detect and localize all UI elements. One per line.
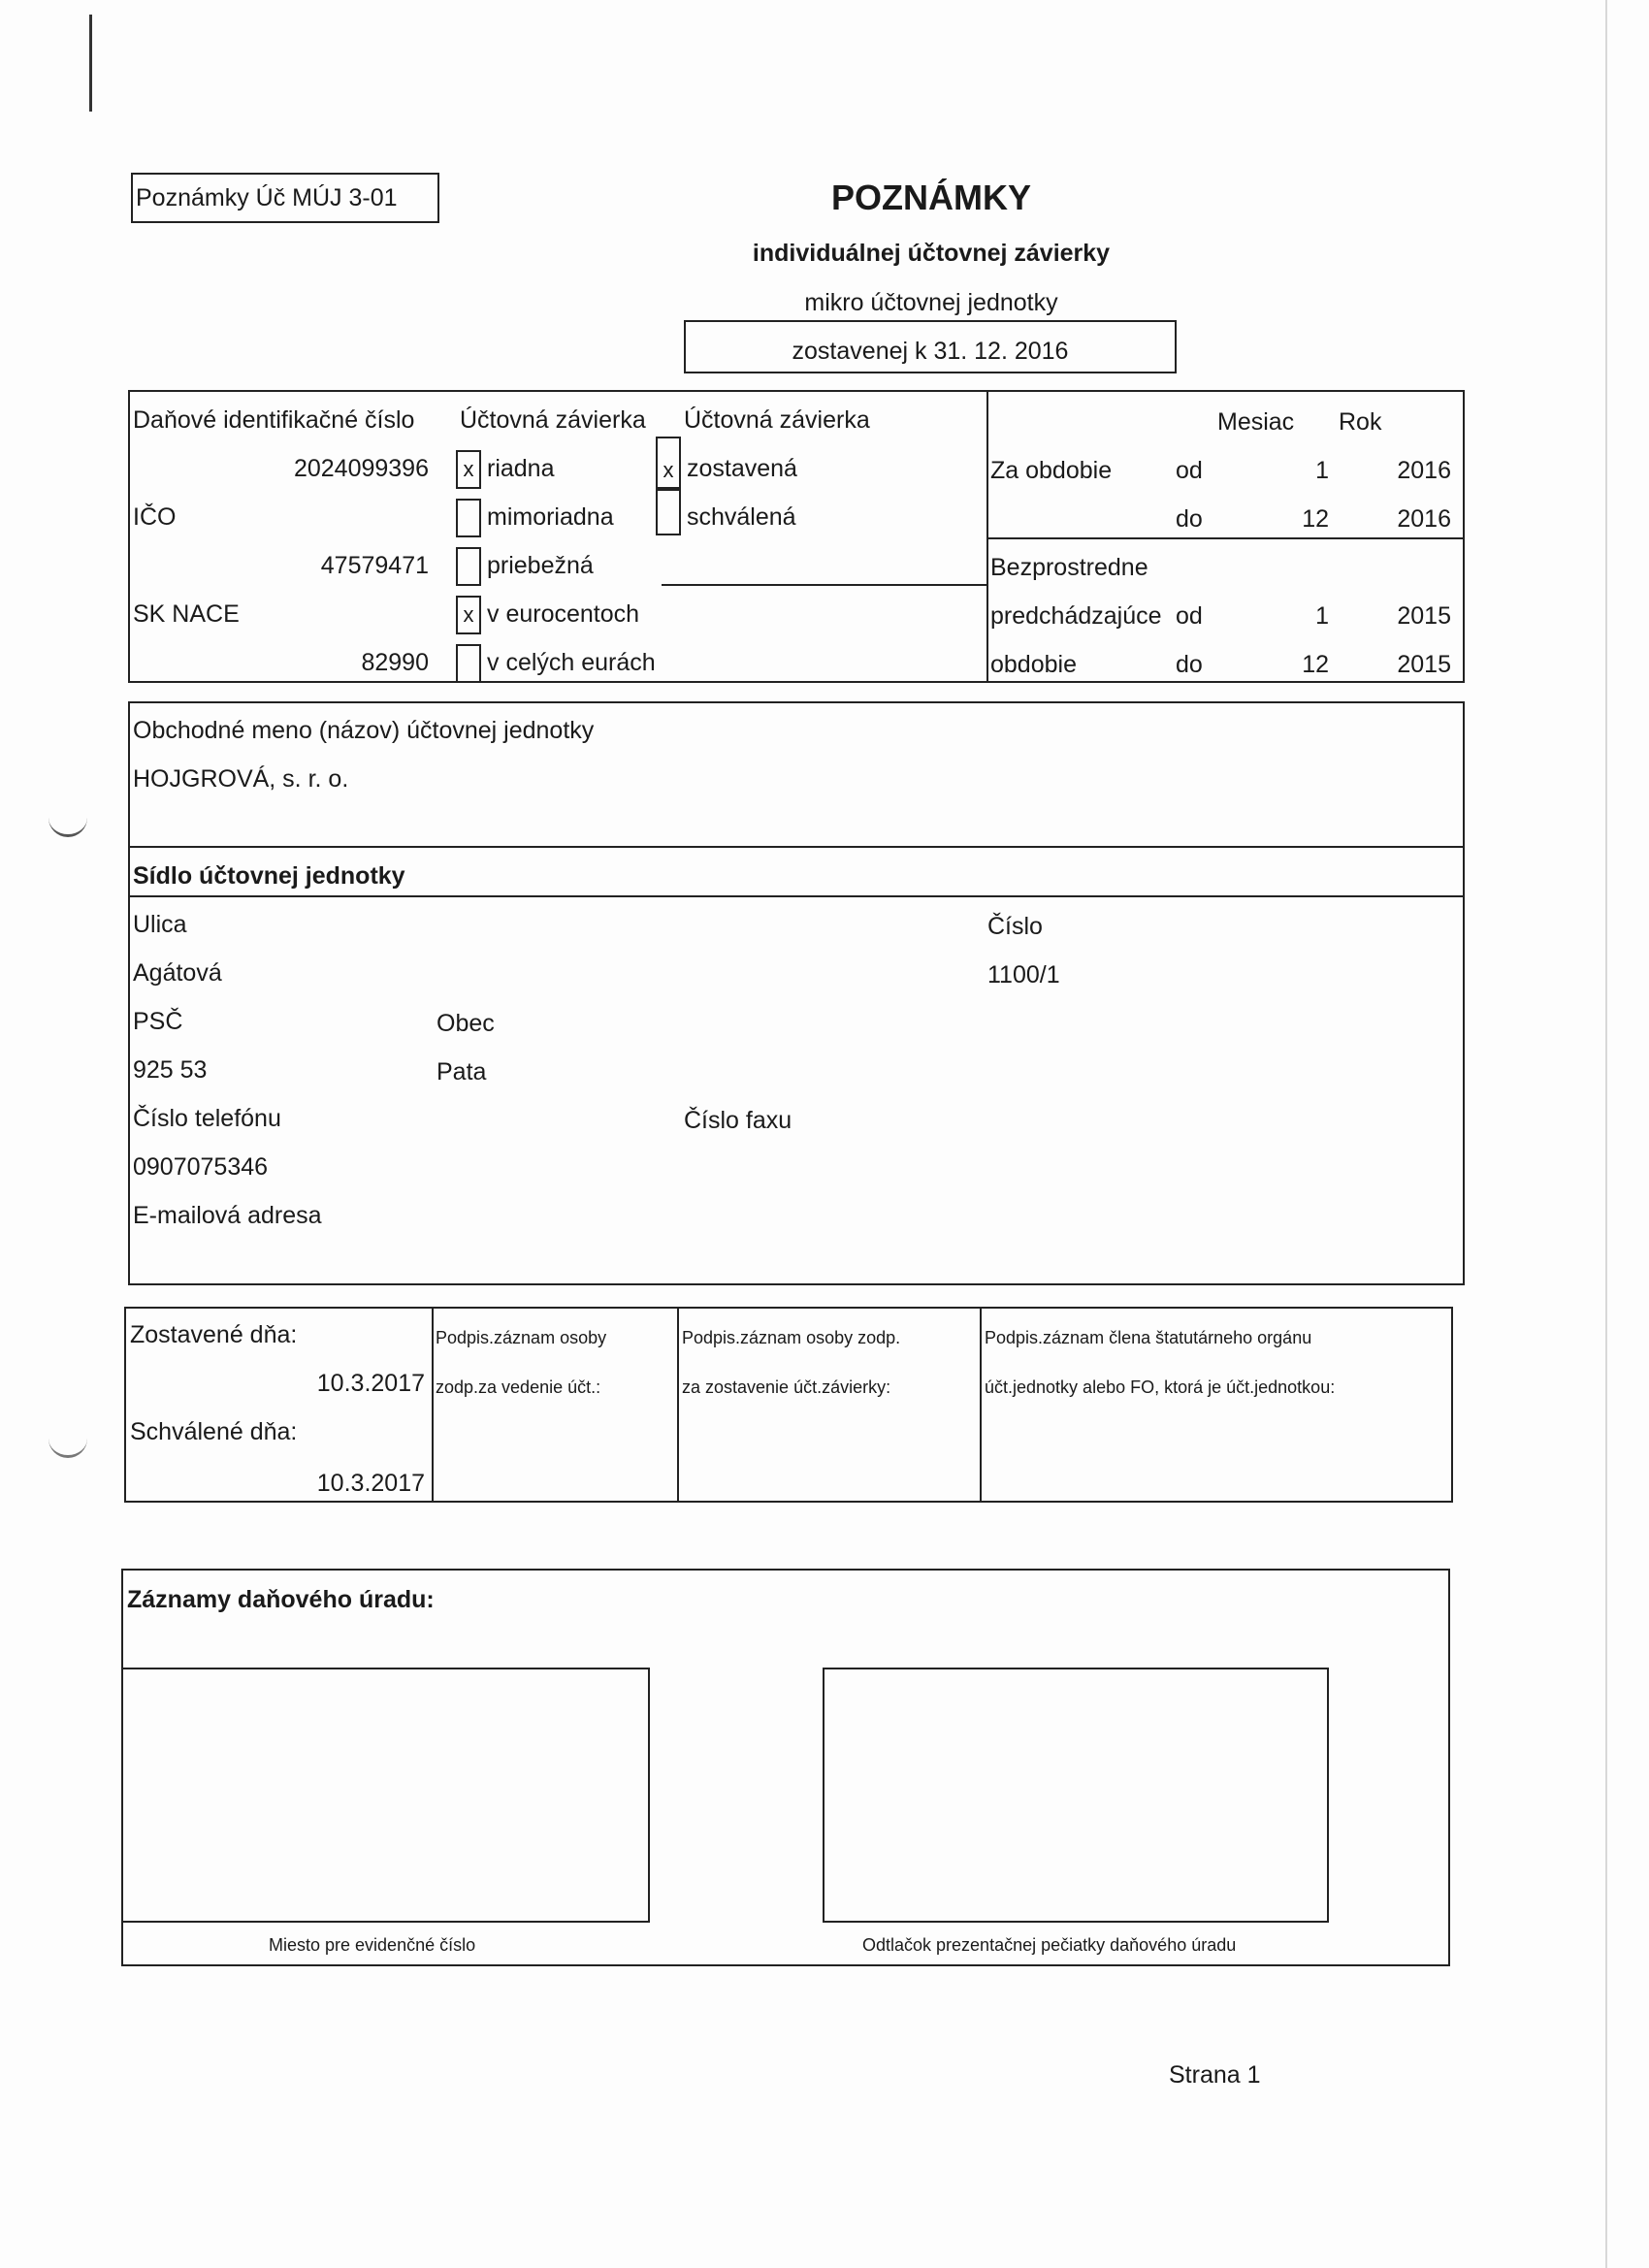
signature-preparer-line-1: Podpis.záznam osoby zodp. xyxy=(682,1328,901,1347)
divider xyxy=(128,895,1465,897)
tax-office-header: Záznamy daňového úradu: xyxy=(127,1586,435,1613)
checkbox-priebezna[interactable] xyxy=(456,547,481,586)
previous-to-year: 2015 xyxy=(1397,651,1451,678)
fax-label: Číslo faxu xyxy=(684,1107,792,1134)
checkbox-riadna[interactable]: x xyxy=(456,450,481,489)
office-stamp-caption: Odtlačok prezentačnej pečiatky daňového úradu xyxy=(862,1935,1237,1955)
dic-value: 2024099396 xyxy=(293,455,429,482)
compiled-date: 10.3.2017 xyxy=(316,1370,425,1397)
address-header: Sídlo účtovnej jednotky xyxy=(133,862,405,890)
signature-preparer-line-2: za zostavenie účt.závierky: xyxy=(682,1377,891,1397)
email-label: E-mailová adresa xyxy=(133,1202,322,1229)
option-cele-eura: v celých eurách xyxy=(487,649,656,676)
previous-from-month: 1 xyxy=(1315,602,1329,630)
ico-value: 47579471 xyxy=(320,552,429,579)
current-to-label: do xyxy=(1176,505,1203,533)
street-label: Ulica xyxy=(133,911,187,938)
current-from-month: 1 xyxy=(1315,457,1329,484)
approved-label: Schválené dňa: xyxy=(130,1418,298,1445)
page-subtitle: individuálnej účtovnej závierky xyxy=(752,240,1111,267)
checkbox-eurocenty[interactable]: x xyxy=(456,596,481,634)
signature-accounting-line-2: zodp.za vedenie účt.: xyxy=(436,1377,601,1397)
option-schvalena: schválená xyxy=(687,503,796,531)
zip-label: PSČ xyxy=(133,1008,183,1035)
prepared-as-of: zostavenej k 31. 12. 2016 xyxy=(792,338,1069,365)
nace-value: 82990 xyxy=(361,649,429,676)
signature-accounting-line-1: Podpis.záznam osoby xyxy=(436,1328,607,1347)
previous-from-label: od xyxy=(1176,602,1203,630)
current-to-month: 12 xyxy=(1302,505,1329,533)
punch-hole-mark xyxy=(48,795,87,837)
signature-statutory-line-2: účt.jednotky alebo FO, ktorá je účt.jednotkou: xyxy=(985,1377,1336,1397)
previous-from-year: 2015 xyxy=(1397,602,1451,630)
option-mimoriadna: mimoriadna xyxy=(487,503,614,531)
divider xyxy=(432,1307,434,1503)
registration-number-box xyxy=(121,1668,650,1923)
previous-period-label-1: Bezprostredne xyxy=(990,554,1148,581)
approved-date: 10.3.2017 xyxy=(316,1470,425,1497)
previous-to-month: 12 xyxy=(1302,651,1329,678)
current-from-year: 2016 xyxy=(1397,457,1451,484)
divider xyxy=(980,1307,982,1503)
business-name-label: Obchodné meno (názov) účtovnej jednotky xyxy=(133,717,595,744)
divider xyxy=(677,1307,679,1503)
checkbox-schvalena[interactable] xyxy=(656,489,681,535)
divider xyxy=(986,390,988,683)
punch-hole-mark xyxy=(48,1416,87,1458)
closing-state-header: Účtovná závierka xyxy=(684,406,870,434)
dic-label: Daňové identifikačné číslo xyxy=(133,406,415,434)
closing-type-header: Účtovná závierka xyxy=(460,406,646,434)
checkbox-mimoriadna[interactable] xyxy=(456,499,481,537)
current-period-label: Za obdobie xyxy=(990,457,1113,484)
previous-to-label: do xyxy=(1176,651,1203,678)
phone-value: 0907075346 xyxy=(133,1153,269,1181)
business-name-value: HOJGROVÁ, s. r. o. xyxy=(133,765,349,793)
current-from-label: od xyxy=(1176,457,1203,484)
divider xyxy=(662,584,986,586)
checkbox-cele-eura[interactable] xyxy=(456,644,481,683)
scan-mark xyxy=(89,15,92,112)
registration-number-caption: Miesto pre evidenčné číslo xyxy=(269,1935,476,1955)
previous-period-label-3: obdobie xyxy=(990,651,1077,678)
previous-period-label-2: predchádzajúce xyxy=(990,602,1162,630)
number-value: 1100/1 xyxy=(987,961,1060,988)
current-to-year: 2016 xyxy=(1397,505,1451,533)
zip-value: 925 53 xyxy=(133,1056,208,1084)
nace-label: SK NACE xyxy=(133,600,240,628)
ico-label: IČO xyxy=(133,503,177,531)
phone-label: Číslo telefónu xyxy=(133,1105,281,1132)
signature-statutory-line-1: Podpis.záznam člena štatutárneho orgánu xyxy=(985,1328,1312,1347)
form-code: Poznámky Úč MÚJ 3-01 xyxy=(136,184,398,211)
city-label: Obec xyxy=(436,1010,495,1037)
page-title: POZNÁMKY xyxy=(831,178,1031,217)
page-edge-line xyxy=(1605,0,1607,2268)
option-eurocenty: v eurocentoch xyxy=(487,600,640,628)
year-header: Rok xyxy=(1339,408,1382,436)
option-zostavena: zostavená xyxy=(687,455,797,482)
divider xyxy=(128,846,1465,848)
entity-type: mikro účtovnej jednotky xyxy=(804,289,1058,316)
compiled-label: Zostavené dňa: xyxy=(130,1321,298,1348)
checkbox-zostavena[interactable]: x xyxy=(656,437,681,489)
option-riadna: riadna xyxy=(487,455,555,482)
street-value: Agátová xyxy=(133,959,222,987)
divider xyxy=(986,537,1465,539)
number-label: Číslo xyxy=(987,913,1043,940)
month-header: Mesiac xyxy=(1217,408,1295,436)
city-value: Pata xyxy=(436,1058,487,1085)
office-stamp-box xyxy=(823,1668,1329,1923)
option-priebezna: priebežná xyxy=(487,552,594,579)
page-number: Strana 1 xyxy=(1169,2061,1261,2089)
